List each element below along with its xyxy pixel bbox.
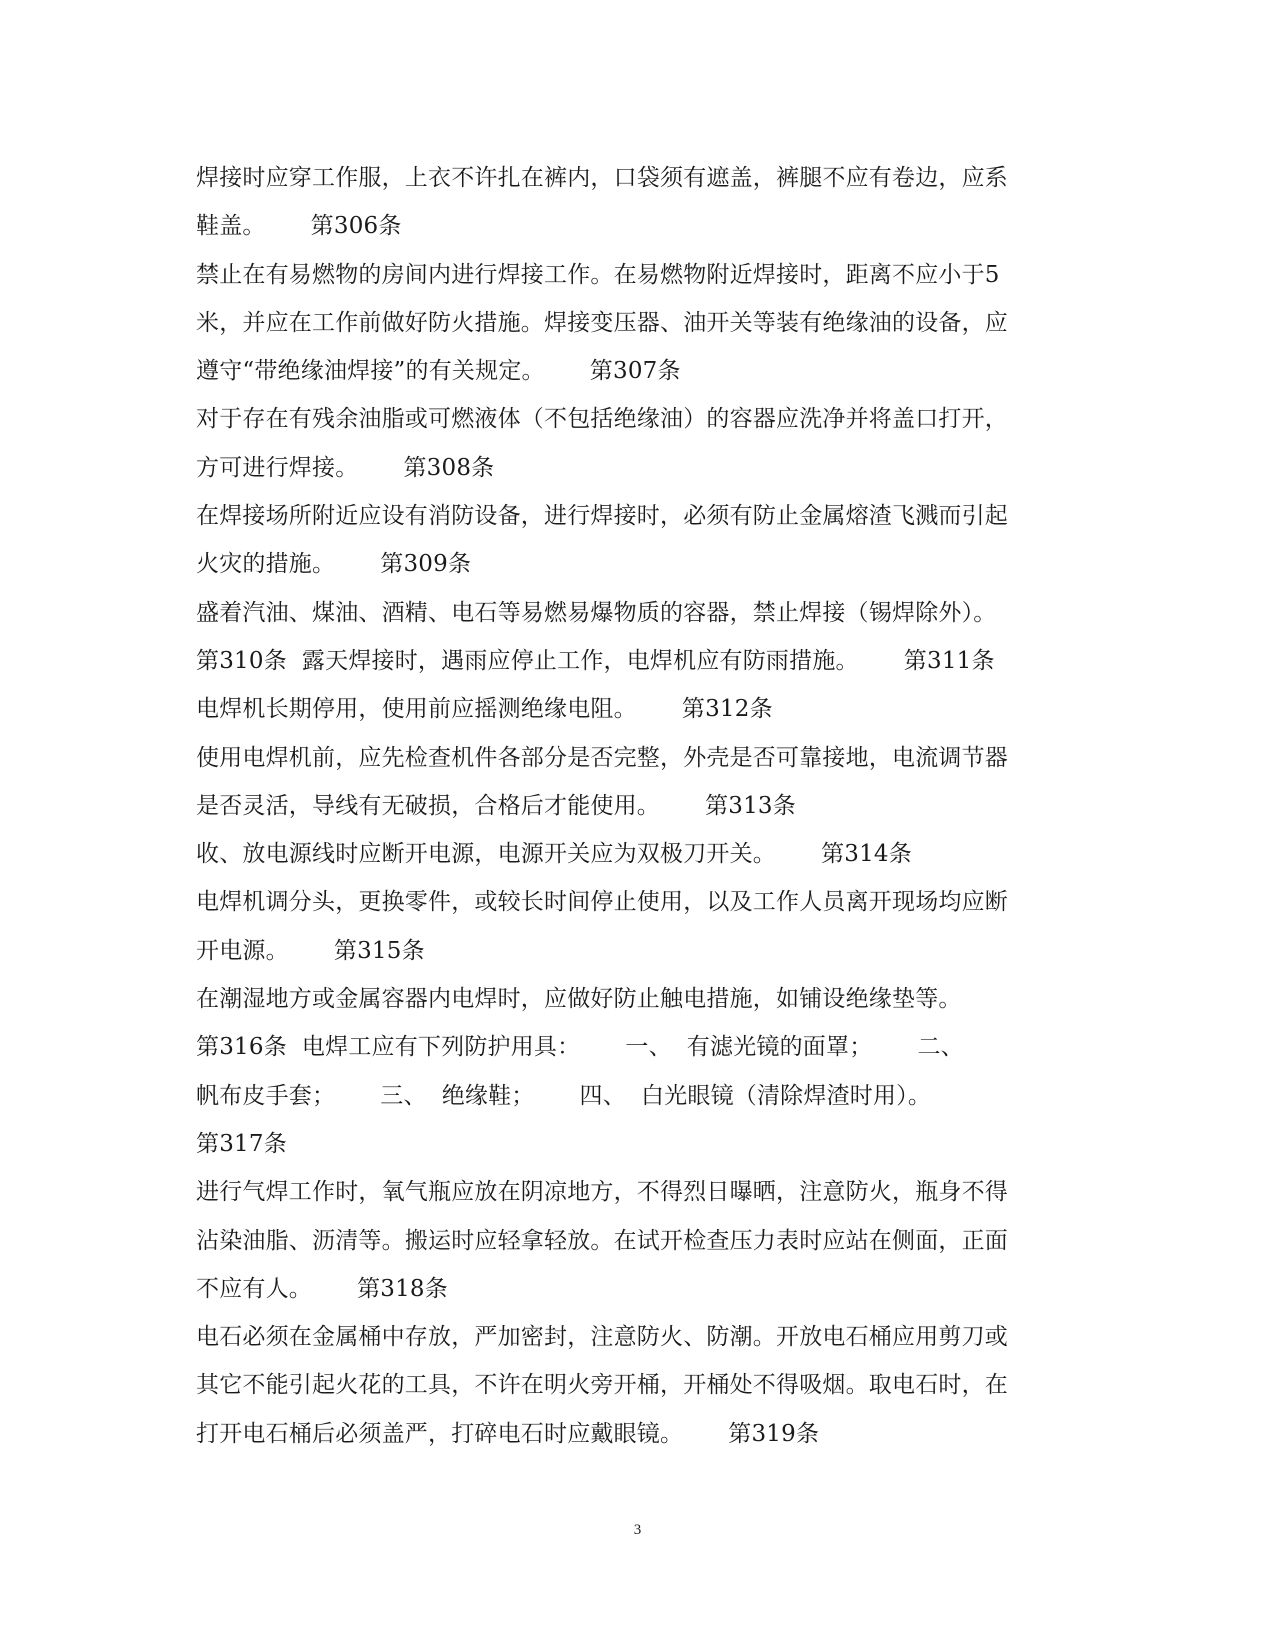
text-line: 第316条 电焊工应有下列防护用具： 一、 有滤光镜的面罩； 二、 xyxy=(196,1034,964,1061)
text-line: 电石必须在金属桶中存放，严加密封，注意防火、防潮。开放电石桶应用剪刀或 xyxy=(196,1324,1008,1351)
text-line: 禁止在有易燃物的房间内进行焊接工作。在易燃物附近焊接时，距离不应小于5 xyxy=(196,261,1000,288)
text-line: 使用电焊机前，应先检查机件各部分是否完整，外壳是否可靠接地，电流调节器 xyxy=(196,744,1008,771)
text-line: 开电源。 第315条 xyxy=(196,937,425,964)
text-line: 盛着汽油、煤油、酒精、电石等易燃易爆物质的容器，禁止焊接（锡焊除外）。 xyxy=(196,599,997,626)
text-line: 电焊机长期停用，使用前应摇测绝缘电阻。 第312条 xyxy=(196,696,773,723)
text-line: 火灾的措施。 第309条 xyxy=(196,551,472,578)
text-line: 进行气焊工作时，氧气瓶应放在阴凉地方，不得烈日曝晒，注意防火，瓶身不得 xyxy=(196,1179,1008,1206)
text-line: 在潮湿地方或金属容器内电焊时，应做好防止触电措施，如铺设绝缘垫等。 xyxy=(196,986,962,1013)
text-line: 不应有人。 第318条 xyxy=(196,1275,448,1302)
text-line: 焊接时应穿工作服，上衣不许扎在裤内，口袋须有遮盖，裤腿不应有卷边，应系 xyxy=(196,165,1008,191)
text-line: 是否灵活，导线有无破损，合格后才能使用。 第313条 xyxy=(196,792,796,819)
text-line: 第310条 露天焊接时，遇雨应停止工作，电焊机应有防雨措施。 第311条 xyxy=(196,647,995,674)
text-line: 鞋盖。 第306条 xyxy=(196,213,402,240)
body-text xyxy=(196,154,1076,1458)
page-number: 3 xyxy=(633,1522,642,1538)
text-line: 方可进行焊接。 第308条 xyxy=(196,454,495,481)
text-line: 收、放电源线时应断开电源，电源开关应为双极刀开关。 第314条 xyxy=(196,841,912,868)
text-line: 帆布皮手套； 三、 绝缘鞋； 四、 白光眼镜（清除焊渣时用）。 xyxy=(196,1082,932,1109)
text-line: 沾染油脂、沥清等。搬运时应轻拿轻放。在试开检查压力表时应站在侧面，正面 xyxy=(196,1227,1008,1254)
text-line: 电焊机调分头，更换零件，或较长时间停止使用，以及工作人员离开现场均应断 xyxy=(196,889,1008,916)
text-line: 遵守“带绝缘油焊接”的有关规定。 第307条 xyxy=(196,358,681,385)
text-line: 其它不能引起火花的工具，不许在明火旁开桶，开桶处不得吸烟。取电石时，在 xyxy=(196,1372,1008,1399)
text-line: 第317条 xyxy=(196,1130,287,1157)
text-line: 打开电石桶后必须盖严，打碎电石时应戴眼镜。 第319条 xyxy=(196,1420,820,1447)
text-line: 对于存在有残余油脂或可燃液体（不包括绝缘油）的容器应洗净并将盖口打开， xyxy=(196,406,1008,433)
text-line: 在焊接场所附近应设有消防设备，进行焊接时，必须有防止金属熔渣飞溅而引起 xyxy=(196,503,1008,530)
text-line: 米，并应在工作前做好防火措施。焊接变压器、油开关等装有绝缘油的设备，应 xyxy=(196,309,1008,336)
